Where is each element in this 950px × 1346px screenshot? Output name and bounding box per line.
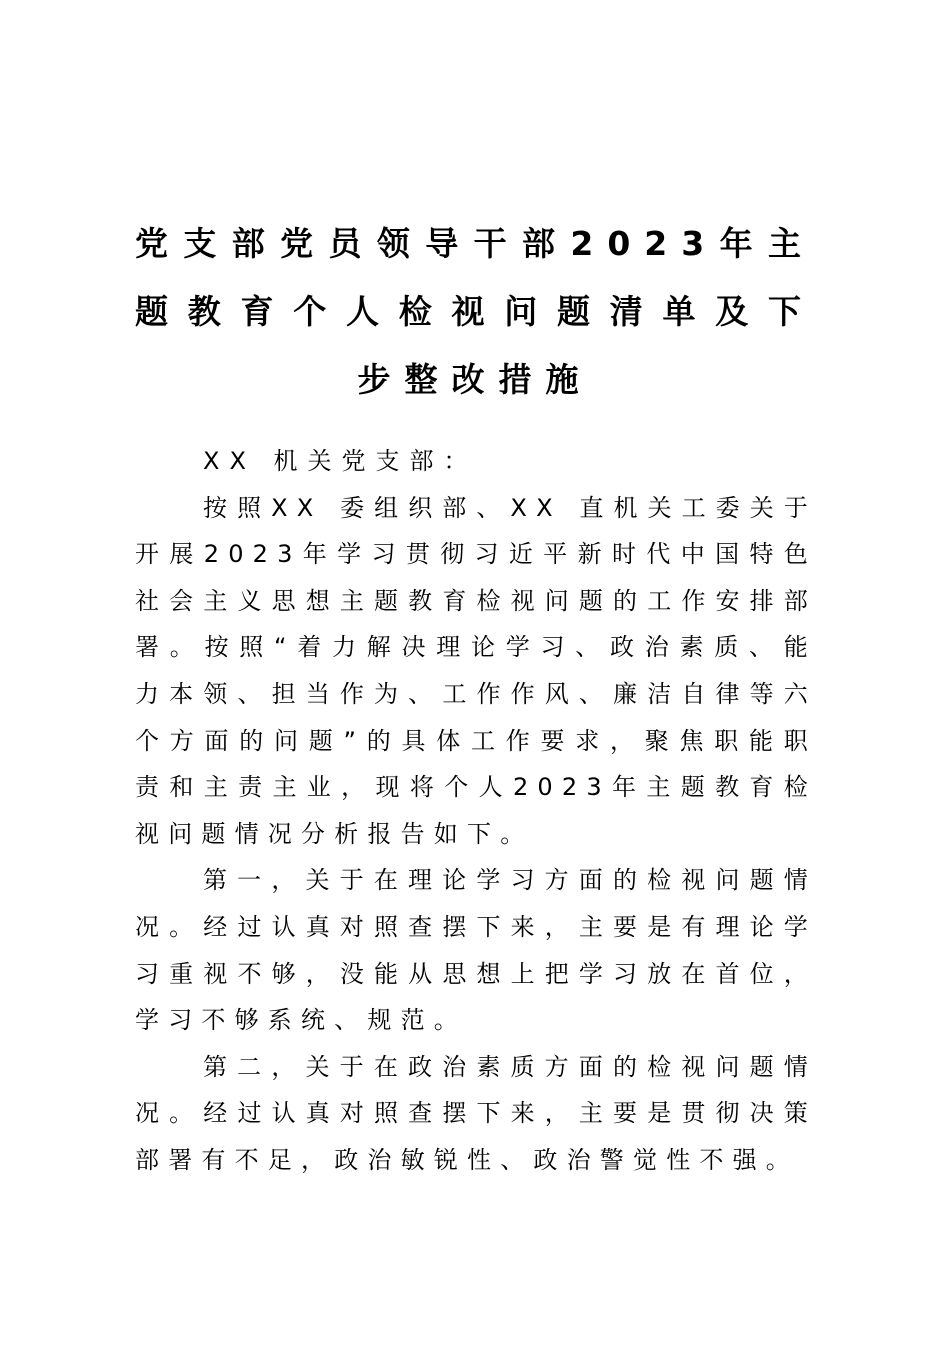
paragraph-theory-study: 第一，关于在理论学习方面的检视问题情况。经过认真对照查摆下来，主要是有理论学习重视不够，没能从思想上把学习放在首位，学习不够系统、规范。 [135, 866, 817, 1035]
paragraph-political-quality: 第二，关于在政治素质方面的检视问题情况。经过认真对照查摆下来，主要是贯彻决策部署有不足，政治敏锐性、政治警觉性不强。 [135, 1052, 817, 1174]
document-body [135, 438, 817, 1184]
title-line-1: 党支部党员领导干部2023年主 [135, 224, 815, 263]
title-line-2: 题教育个人检视问题清单及下 [135, 292, 815, 331]
document-title [135, 210, 815, 414]
salutation: XX 机关党支部： [203, 447, 478, 475]
title-line-3: 步整改措施 [357, 360, 593, 399]
paragraph-intro: 按照XX 委组织部、XX 直机关工委关于开展2023年学习贯彻习近平新时代中国特色社会主义思想主题教育检视问题的工作安排部署。按照“着力解决理论学习、政治素质、能力本领、担当作为、工作作风、廉洁自律等六个方面的问题”的具体工作要求，聚焦职能职责和主责主业，现将个人2023年主题教育检视问题情况分析报告如下。 [135, 493, 817, 848]
